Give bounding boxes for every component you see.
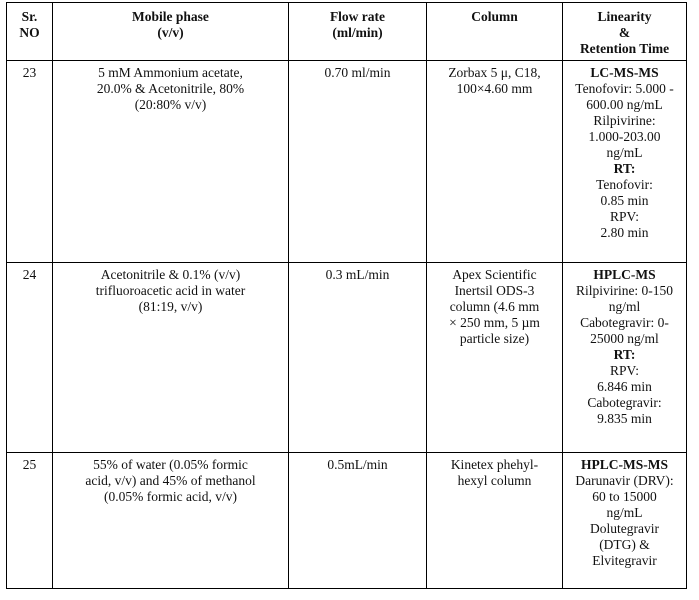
method-label: LC-MS-MS [590, 65, 659, 80]
mobile-line: (0.05% formic acid, v/v) [103, 489, 238, 504]
header-flow-rate [289, 3, 427, 61]
column-line: Zorbax 5 μ, C18, [448, 65, 541, 80]
rt-line: 0.85 min [600, 193, 649, 208]
cell-mobile-phase [53, 453, 289, 589]
header-linearity [563, 3, 687, 61]
header-flow-line2: (ml/min) [332, 25, 383, 40]
linearity-line: Darunavir (DRV): [575, 473, 674, 488]
column-line: Kinetex phehyl- [450, 457, 539, 472]
rt-label: RT: [613, 161, 636, 176]
mobile-line: Acetonitrile & 0.1% (v/v) [100, 267, 241, 282]
sr-value: 25 [22, 457, 37, 472]
header-sr-no [7, 3, 53, 61]
flow-value: 0.5mL/min [327, 457, 388, 472]
header-sr-line1: Sr. [21, 9, 38, 24]
mobile-line: 55% of water (0.05% formic [93, 457, 248, 472]
rt-line: Tenofovir: [596, 177, 653, 192]
column-line: particle size) [459, 331, 530, 346]
sr-value: 24 [22, 267, 37, 282]
table-row [7, 61, 687, 263]
header-column-label: Column [471, 9, 518, 24]
header-sr-line2: NO [19, 25, 40, 40]
header-row [7, 3, 687, 61]
linearity-line: (DTG) & [599, 537, 650, 552]
linearity-line: 60 to 15000 [592, 489, 657, 504]
cell-linearity [563, 453, 687, 589]
hplc-methods-table [6, 2, 687, 589]
column-line: hexyl column [457, 473, 532, 488]
column-line: Apex Scientific [452, 267, 537, 282]
rt-line: Cabotegravir: [587, 395, 662, 410]
linearity-line: Dolutegravir [590, 521, 659, 536]
rt-line: 6.846 min [597, 379, 652, 394]
cell-linearity [563, 263, 687, 453]
table-row [7, 453, 687, 589]
linearity-line: 25000 ng/ml [590, 331, 659, 346]
column-line: Inertsil ODS-3 [454, 283, 535, 298]
cell-sr [7, 453, 53, 589]
linearity-line: ng/mL [606, 145, 643, 160]
column-line: × 250 mm, 5 µm [449, 315, 540, 330]
cell-mobile-phase [53, 263, 289, 453]
mobile-line: 5 mM Ammonium acetate, [98, 65, 243, 80]
method-label: HPLC-MS-MS [581, 457, 668, 472]
cell-sr [7, 263, 53, 453]
linearity-line: Rilpivirine: 0-150 [575, 283, 674, 298]
rt-line: RPV: [609, 363, 639, 378]
column-line: 100×4.60 mm [456, 81, 533, 96]
linearity-line: ng/mL [606, 505, 643, 520]
cell-column [427, 453, 563, 589]
mobile-line: (20:80% v/v) [134, 97, 207, 112]
linearity-line: Tenofovir: 5.000 - [575, 81, 674, 96]
cell-linearity [563, 61, 687, 263]
mobile-line: trifluoroacetic acid in water [95, 283, 246, 298]
linearity-line: 600.00 ng/mL [586, 97, 663, 112]
header-lin-line1: Linearity [597, 9, 652, 24]
rt-line: 2.80 min [600, 225, 649, 240]
cell-flow-rate [289, 263, 427, 453]
header-flow-line1: Flow rate [329, 9, 386, 24]
linearity-line: 1.000-203.00 [588, 129, 661, 144]
cell-mobile-phase [53, 61, 289, 263]
mobile-line: 20.0% & Acetonitrile, 80% [96, 81, 245, 96]
cell-flow-rate [289, 453, 427, 589]
flow-value: 0.3 mL/min [325, 267, 390, 282]
header-lin-line2: & [618, 25, 631, 40]
linearity-line: Rilpivirine: [593, 113, 656, 128]
mobile-line: acid, v/v) and 45% of methanol [85, 473, 256, 488]
linearity-line: Cabotegravir: 0- [580, 315, 669, 330]
cell-flow-rate [289, 61, 427, 263]
cell-column [427, 61, 563, 263]
header-column [427, 3, 563, 61]
column-line: column (4.6 mm [449, 299, 540, 314]
table-row [7, 263, 687, 453]
mobile-line: (81:19, v/v) [138, 299, 203, 314]
linearity-line: ng/ml [608, 299, 641, 314]
method-label: HPLC-MS [593, 267, 656, 282]
sr-value: 23 [22, 65, 37, 80]
cell-sr [7, 61, 53, 263]
header-mobile-line1: Mobile phase [132, 9, 209, 24]
flow-value: 0.70 ml/min [324, 65, 391, 80]
header-lin-line3: Retention Time [579, 41, 670, 56]
rt-label: RT: [613, 347, 636, 362]
rt-line: RPV: [609, 209, 639, 224]
header-mobile-line2: (v/v) [157, 25, 184, 40]
cell-column [427, 263, 563, 453]
rt-line: 9.835 min [597, 411, 652, 426]
linearity-line: Elvitegravir [592, 553, 657, 568]
header-mobile-phase [53, 3, 289, 61]
